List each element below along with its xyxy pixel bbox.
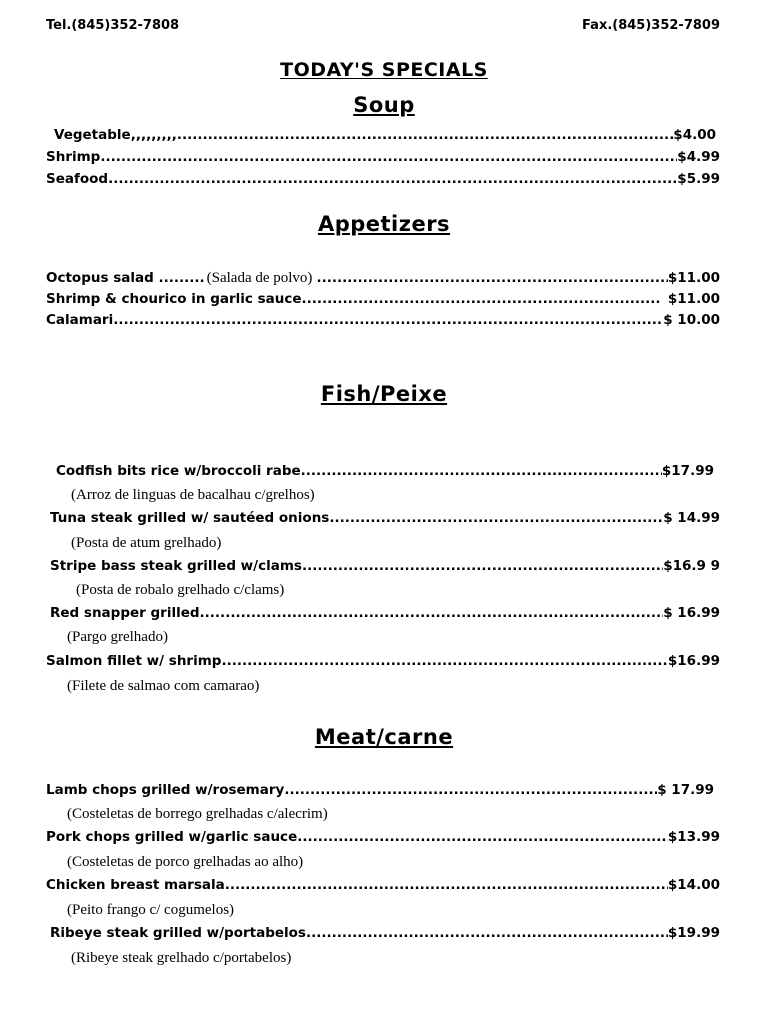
item-price: $4.00: [673, 127, 716, 143]
fax-number: Fax.(845)352-7809: [582, 18, 720, 33]
item-translation-tuna: (Posta de atum grelhado): [71, 535, 222, 551]
menu-item-codfish-bits: [56, 461, 714, 481]
item-name: Salmon fillet w/ shrimp: [46, 653, 222, 669]
telephone-number: Tel.(845)352-7808: [46, 18, 180, 33]
item-price: $14.00: [667, 877, 720, 893]
menu-item-seafood-soup: [46, 169, 720, 189]
item-name: Stripe bass steak grilled w/clams: [50, 558, 302, 574]
item-price: $16.99: [667, 653, 720, 669]
item-translation-chicken: (Peito frango c/ cogumelos): [67, 902, 235, 918]
dot-leader: [200, 603, 664, 623]
menu-item-shrimp-soup: [46, 147, 720, 167]
dot-leader: [108, 169, 677, 189]
dot-leader: [284, 780, 657, 800]
item-price: $ 14.99: [663, 510, 720, 526]
item-price: $17.99: [661, 463, 714, 479]
item-name: Octopus salad .........: [46, 270, 205, 286]
item-translation-ribeye: (Ribeye steak grelhado c/portabelos): [71, 950, 292, 966]
menu-item-red-snapper: [50, 603, 720, 623]
item-name: Lamb chops grilled w/rosemary: [46, 782, 285, 798]
item-price: $13.99: [667, 829, 720, 845]
item-translation-salmon: (Filete de salmao com camarao): [67, 678, 260, 694]
item-name: Tuna steak grilled w/ sautéed onions: [50, 510, 330, 526]
dot-leader: [329, 508, 663, 528]
menu-item-calamari: [46, 310, 720, 330]
menu-item-vegetable-soup: [54, 125, 716, 145]
dot-leader: [297, 827, 668, 847]
page-title: TODAY'S SPECIALS: [280, 59, 488, 81]
menu-item-pork-chops: [46, 827, 720, 847]
section-heading-fish: Fish/Peixe: [320, 382, 448, 406]
dot-leader: [100, 147, 677, 167]
menu-item-octopus-salad: [46, 268, 720, 288]
item-translation-red-snapper: (Pargo grelhado): [67, 629, 168, 645]
item-name: Seafood: [46, 171, 109, 187]
item-name: Calamari: [46, 312, 114, 328]
item-name: Shrimp: [46, 149, 101, 165]
item-price: $4.99: [677, 149, 720, 165]
item-name: Chicken breast marsala: [46, 877, 225, 893]
dot-leader: [301, 461, 662, 481]
item-price: $16.9 9: [663, 558, 720, 574]
menu-item-chicken-marsala: [46, 875, 720, 895]
item-price: $ 16.99: [663, 605, 720, 621]
item-price: $5.99: [677, 171, 720, 187]
item-price: $11.00: [667, 291, 720, 307]
item-translation-pork: (Costeletas de porco grelhadas ao alho): [67, 854, 304, 870]
item-name: Vegetable,,,,,,,,,: [54, 127, 177, 143]
item-name: Pork chops grilled w/garlic sauce: [46, 829, 298, 845]
dot-leader: [302, 556, 663, 576]
item-price: $ 17.99: [657, 782, 714, 798]
menu-item-stripe-bass: [50, 556, 720, 576]
dot-leader: [177, 125, 673, 145]
item-translation: (Salada de polvo): [206, 270, 313, 286]
item-name: Codfish bits rice w/broccoli rabe: [56, 463, 301, 479]
item-name: Ribeye steak grilled w/portabelos: [50, 925, 306, 941]
dot-leader: [113, 310, 663, 330]
menu-item-salmon-fillet: [46, 651, 720, 671]
item-price: $ 10.00: [663, 312, 720, 328]
item-translation-stripe-bass: (Posta de robalo grelhado c/clams): [76, 582, 285, 598]
menu-item-shrimp-chourico: [46, 289, 720, 309]
item-price: $19.99: [667, 925, 720, 941]
section-heading-appetizers: Appetizers: [317, 212, 451, 236]
section-heading-meat: Meat/carne: [314, 725, 454, 749]
menu-item-tuna-steak: [50, 508, 720, 528]
item-translation-lamb: (Costeletas de borrego grelhadas c/alecrim): [67, 806, 328, 822]
item-name: Shrimp & chourico in garlic sauce: [46, 291, 302, 307]
dot-leader: [225, 875, 668, 895]
item-translation-codfish: (Arroz de linguas de bacalhau c/grelhos): [71, 487, 315, 503]
dot-leader: [302, 289, 660, 309]
dot-leader: [221, 651, 667, 671]
menu-item-lamb-chops: [46, 780, 714, 800]
dot-leader: [316, 268, 667, 288]
menu-item-ribeye-steak: [50, 923, 720, 943]
item-name: Red snapper grilled: [50, 605, 200, 621]
item-price: $11.00: [667, 270, 720, 286]
section-heading-soup: Soup: [353, 93, 415, 117]
dot-leader: [306, 923, 668, 943]
